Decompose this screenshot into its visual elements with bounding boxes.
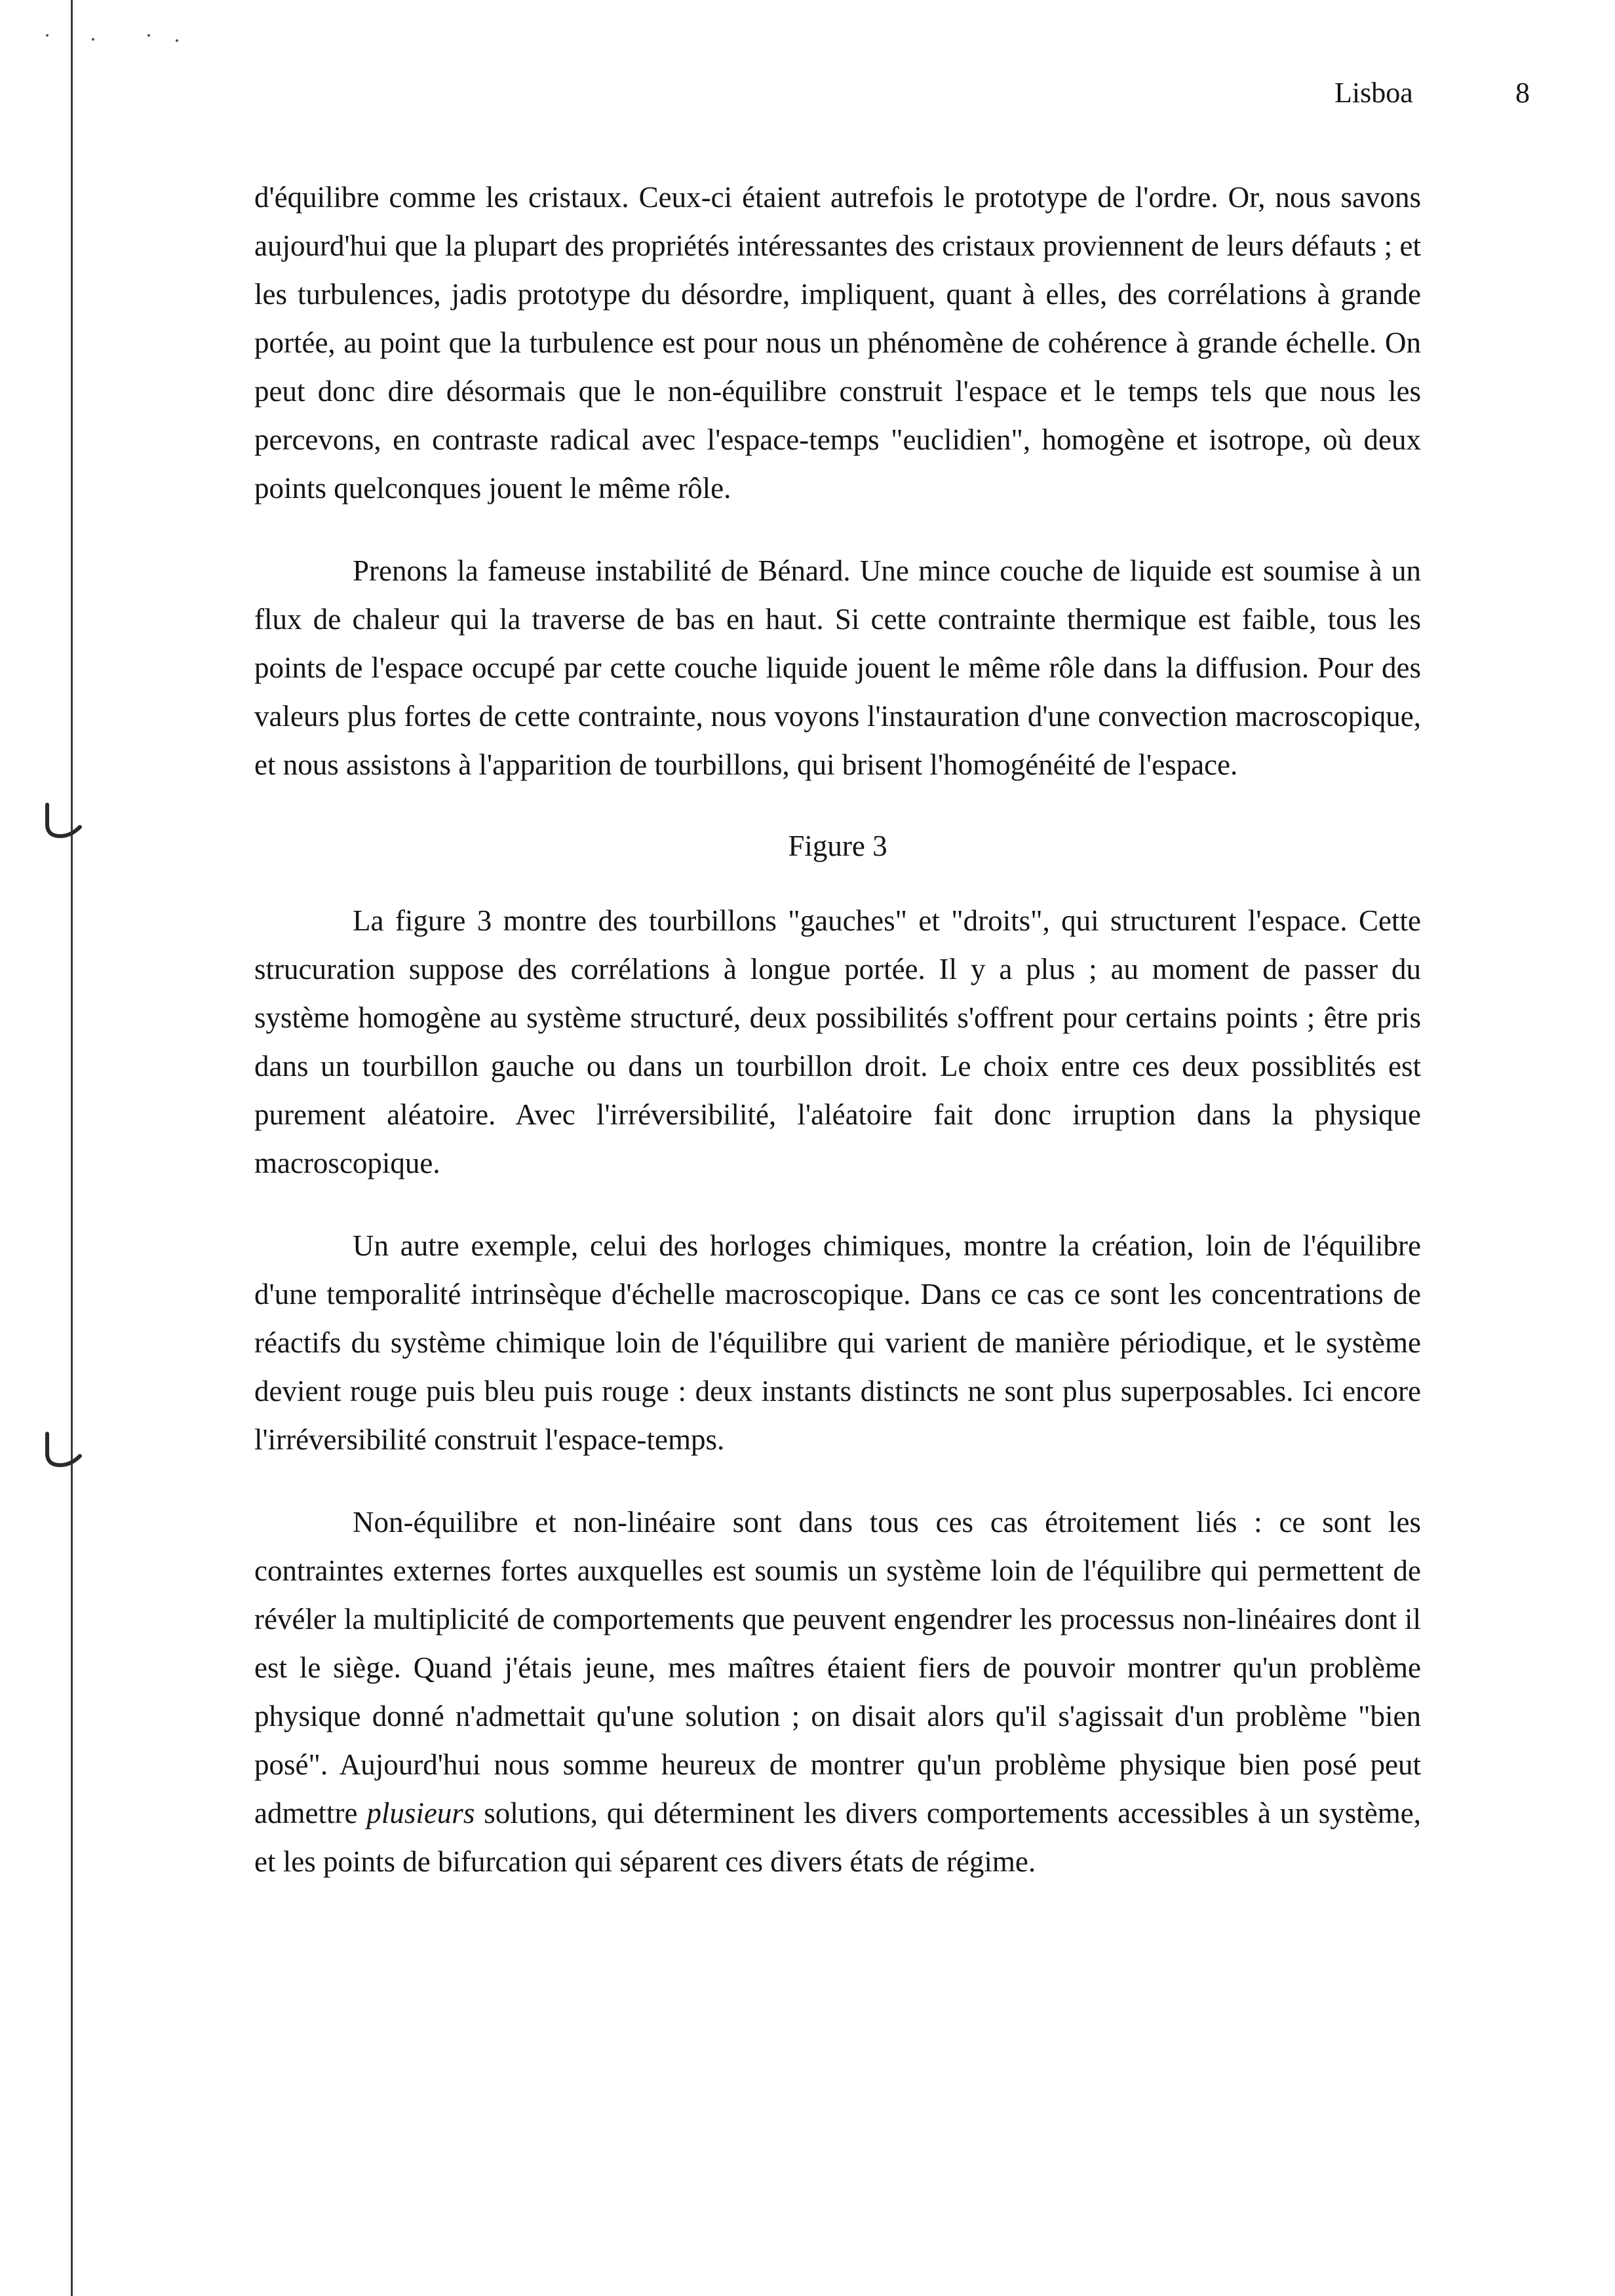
scan-speck xyxy=(176,39,178,42)
running-header xyxy=(1285,73,1547,113)
paragraph-text: solutions, qui déterminent les divers comportements accessibles à un système, et les points de bifurcation qui séparent ces divers états de régime. xyxy=(254,1797,1421,1878)
binding-margin-line xyxy=(71,0,73,2296)
paragraph: Prenons la fameuse instabilité de Bénard. Une mince couche de liquide est soumise à un flux de chaleur qui la traverse de bas en haut. Si cette contrainte thermique est faible, tous les points de l'espace occupé par cette couche liquide jouent le même rôle dans la diffusion. Pour des valeurs plus fortes de cette contrainte, nous voyons l'instauration d'une convection macroscopique, et nous assistons à l'apparition de tourbillons, qui brisent l'homogénéité de l'espace. xyxy=(254,554,1421,781)
scan-speck xyxy=(147,34,150,37)
paragraph-text: Non-équilibre et non-linéaire sont dans tous ces cas étroitement liés : ce sont les contraintes externes fortes auxquelles est soumis un système loin de l'équilibre qui permettent de révéler la multiplicité de comportements que peuvent engendrer les processus non-linéaires dont il est le siège. Quand j'étais jeune, mes maîtres étaient fiers de pouvoir montrer qu'un problème physique donné n'admettait qu'une solution ; on disait alors qu'il s'agissait d'un problème "bien posé". Aujourd'hui nous somme heureux de montrer qu'un problème physique bien posé peut admettre xyxy=(254,1506,1421,1829)
scan-speck xyxy=(46,34,49,37)
paragraph: La figure 3 montre des tourbillons "gauches" et "droits", qui structurent l'espace. Cette strucuration suppose des corrélations à longue portée. Il y a plus ; au moment de passer du système homogène au système structuré, deux possibilités s'offrent pour certains points ; être pris dans un tourbillon gauche ou dans un tourbillon droit. Le choix entre ces deux possiblités est purement aléatoire. Avec l'irréversibilité, l'aléatoire fait donc irruption dans la physique macroscopique. xyxy=(254,904,1421,1179)
figure-caption: Figure 3 xyxy=(788,830,887,862)
header-author: Lisboa xyxy=(1334,77,1413,109)
hook-mark-icon xyxy=(39,1427,85,1473)
page-number: 8 xyxy=(1515,77,1530,109)
emphasis-text: plusieurs xyxy=(366,1797,475,1829)
hook-mark-icon xyxy=(39,798,85,844)
scan-speck xyxy=(92,38,94,41)
paragraph: Un autre exemple, celui des horloges chimiques, montre la création, loin de l'équilibre d'une temporalité intrinsèque d'échelle macroscopique. Dans ce cas ce sont les concentrations de réactifs du système chimique loin de l'équilibre qui varient de manière périodique, et le système devient rouge puis bleu puis rouge : deux instants distincts ne sont plus superposables. Ici encore l'irréversibilité construit l'espace-temps. xyxy=(254,1229,1421,1456)
body-text xyxy=(254,173,1421,1886)
paragraph: d'équilibre comme les cristaux. Ceux-ci étaient autrefois le prototype de l'ordre. Or, nous savons aujourd'hui que la plupart des propriétés intéressantes des cristaux proviennent de leurs défauts ; et les turbulences, jadis prototype du désordre, impliquent, quant à elles, des corrélations à grande portée, au point que la turbulence est pour nous un phénomène de cohérence à grande échelle. On peut donc dire désormais que le non-équilibre construit l'espace et le temps tels que nous les percevons, en contraste radical avec l'espace-temps "euclidien", homogène et isotrope, où deux points quelconques jouent le même rôle. xyxy=(254,181,1421,505)
paragraph xyxy=(254,1498,1421,1886)
